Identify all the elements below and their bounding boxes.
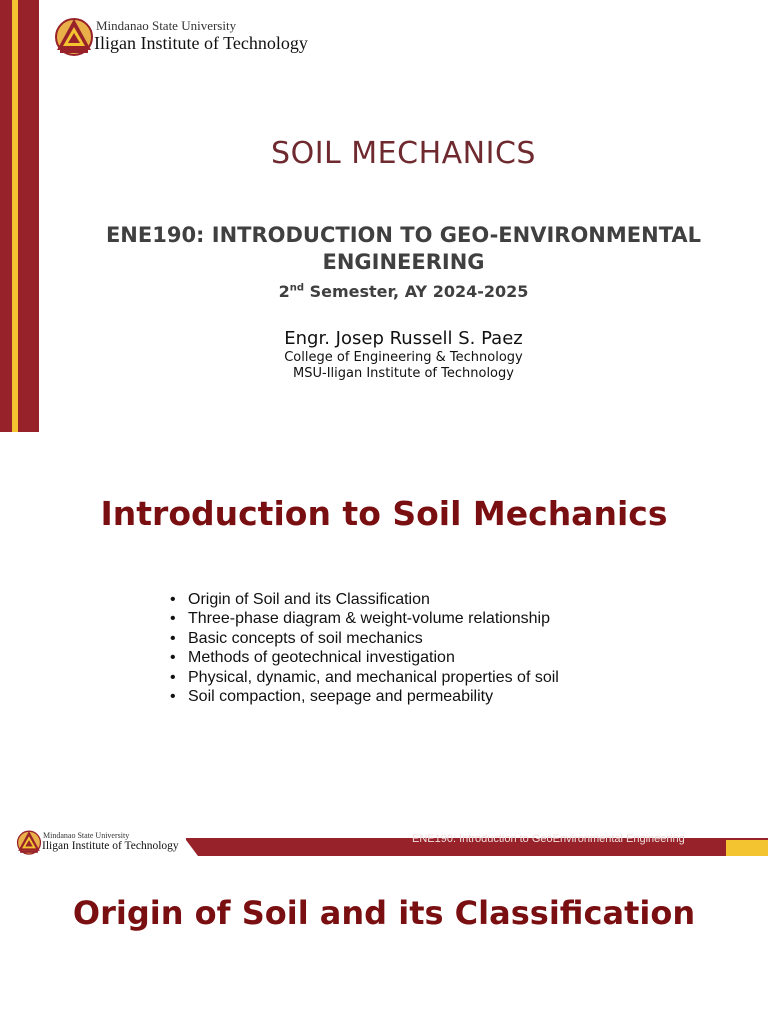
- institution-name: MSU-Iligan Institute of Technology: [293, 366, 514, 381]
- list-item: [170, 687, 559, 706]
- course-header: ENE190: Introduction to GeoEnvironmental Engineering: [412, 833, 685, 845]
- msu-iit-seal-icon: [16, 828, 42, 856]
- content-slide: [0, 828, 768, 1024]
- list-item: [170, 609, 559, 628]
- intro-slide: [0, 432, 768, 828]
- left-gold-stripe: [12, 0, 18, 432]
- list-item-text: Methods of geotechnical investigation: [188, 649, 455, 667]
- list-item: [170, 590, 559, 609]
- university-name: Mindanao State University: [96, 18, 237, 33]
- instructor-name: Engr. Josep Russell S. Paez: [284, 328, 523, 349]
- list-item-text: Physical, dynamic, and mechanical properties of soil: [188, 668, 559, 686]
- header-gold-block: [726, 840, 768, 856]
- bullet-icon: •: [170, 668, 176, 686]
- list-item-text: Three-phase diagram & weight-volume relationship: [188, 610, 550, 628]
- msu-iit-logo: [16, 828, 179, 856]
- institute-name: Iligan Institute of Technology: [94, 33, 308, 53]
- list-item: [170, 629, 559, 648]
- institute-name: Iligan Institute of Technology: [42, 840, 179, 852]
- list-item: [170, 668, 559, 687]
- list-item: [170, 648, 559, 667]
- list-item-text: Basic concepts of soil mechanics: [188, 629, 423, 647]
- semester-number: 2: [278, 282, 290, 301]
- slide-title: Origin of Soil and its Classification: [72, 894, 696, 932]
- bullet-icon: •: [170, 629, 176, 647]
- topic-list: [170, 590, 559, 706]
- semester-suffix: nd: [289, 282, 305, 294]
- bullet-icon: •: [170, 610, 176, 628]
- bullet-icon: •: [170, 649, 176, 667]
- slide-title: SOIL MECHANICS: [271, 136, 536, 171]
- slide-title: Introduction to Soil Mechanics: [100, 494, 668, 533]
- college-name: College of Engineering & Technology: [284, 350, 523, 365]
- semester-text: Semester, AY 2024-2025: [304, 282, 529, 301]
- university-name: Mindanao State University: [43, 831, 130, 840]
- list-item-text: Soil compaction, seepage and permeability: [188, 687, 494, 705]
- left-maroon-bar: [0, 0, 39, 432]
- bullet-icon: •: [170, 591, 176, 608]
- semester-label: [39, 282, 768, 301]
- list-item-text: Origin of Soil and its Classification: [188, 591, 430, 608]
- msu-iit-seal-icon: [54, 14, 94, 58]
- msu-iit-logo: [54, 14, 308, 58]
- bullet-icon: •: [170, 687, 176, 705]
- title-slide: [0, 0, 768, 432]
- course-title: ENE190: INTRODUCTION TO GEO-ENVIRONMENTAL ENGINEERING: [105, 223, 702, 274]
